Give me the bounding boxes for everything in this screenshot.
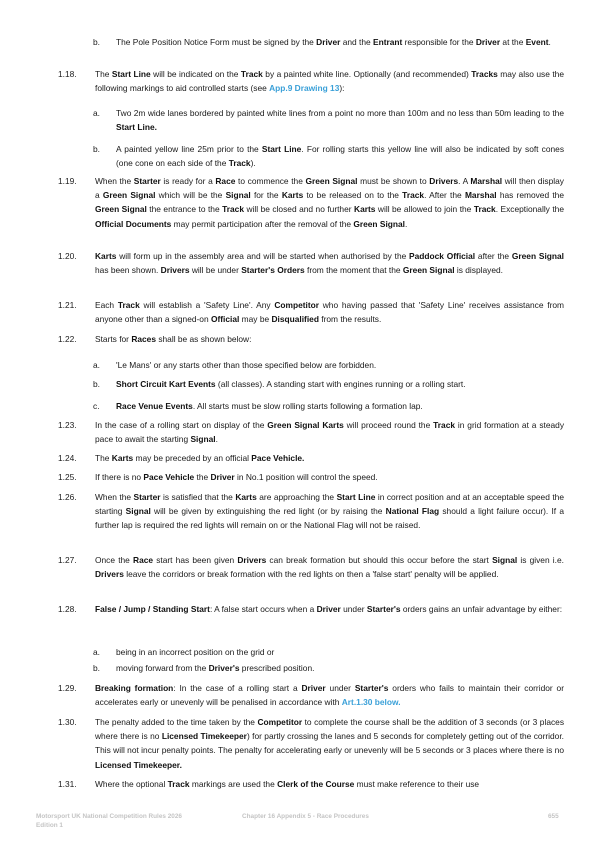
text-run: can break formation but should this occur before the start (266, 555, 493, 565)
sub-item-letter: b. (93, 144, 100, 154)
defined-term: Signal (190, 434, 216, 445)
text-run: markings are used the (189, 779, 278, 789)
defined-term: Races (131, 334, 156, 344)
rule-number: 1.30. (58, 717, 77, 727)
footer-chapter: Chapter 16 Appendix 5 - Race Procedures (242, 813, 369, 820)
defined-term: Signal (125, 506, 151, 517)
defined-term: Competitor (257, 717, 303, 727)
text-run: has been shown. (95, 265, 161, 276)
defined-term: Green Signal (305, 176, 358, 186)
text-run: Each (95, 300, 118, 310)
text-run: to complete the course shall be the addition of 3 seconds (or 3 places where there is no (95, 717, 565, 742)
text-run: The Pole Position Notice Form must be signed by the (116, 37, 317, 47)
rule-item (58, 490, 564, 533)
rule-item (58, 298, 564, 326)
rule-text (116, 661, 564, 675)
text-run: A painted yellow line 25m prior to the (116, 144, 262, 154)
defined-term: Clerk of the Course (277, 779, 355, 789)
text-run: and the (340, 37, 373, 47)
defined-term: Official Documents (95, 218, 172, 229)
defined-term: Driver (210, 472, 235, 482)
text-run: ) for partly crossing the lanes and 5 seconds for completely getting out of the corridor. This will not incur penalty points. The penalty for accelerating early or unevenly will be 5 seconds or 3 places where there is no (95, 731, 564, 756)
defined-term: Track (473, 204, 496, 215)
rule-number: 1.19. (58, 176, 77, 186)
rule-text (95, 470, 564, 484)
defined-term: Pace Vehicle (143, 472, 195, 482)
sub-item-letter: a. (93, 647, 100, 657)
defined-term: Track (228, 158, 251, 169)
text-run: will be closed and no further (244, 204, 355, 215)
rule-text (116, 645, 564, 659)
defined-term: Track (117, 300, 140, 310)
text-run: will proceed round the (343, 420, 434, 430)
rule-text (95, 602, 564, 616)
defined-term: Karts (95, 251, 117, 261)
text-run: may be (239, 314, 272, 325)
rule-text (95, 715, 564, 772)
rule-text (95, 418, 564, 446)
text-run: moving forward from the (116, 663, 209, 673)
footer-edition: Edition 1 (36, 822, 63, 829)
text-run: . (215, 434, 218, 445)
text-run: . After the (424, 190, 465, 201)
text-run: orders gains an unfair advantage by either: (400, 604, 563, 614)
text-run: the entrance to the (146, 204, 223, 215)
defined-term: Starter (133, 492, 161, 502)
text-run: must be shown to (357, 176, 430, 186)
defined-term: Start Line (336, 492, 376, 502)
defined-term: Track (222, 204, 244, 215)
text-run: start has been given (153, 555, 238, 565)
text-run: is displayed. (454, 265, 503, 276)
defined-term: Green Signal (95, 204, 147, 215)
text-run: The (95, 453, 112, 463)
defined-term: Start Line. (116, 122, 157, 133)
rule-number: 1.22. (58, 334, 77, 344)
rule-text (95, 249, 564, 277)
defined-term: Signal (492, 555, 518, 565)
text-run: The penalty added to the time taken by the (95, 717, 258, 727)
rule-number: 1.31. (58, 779, 77, 789)
sub-item (93, 399, 564, 413)
text-run: will be allowed to join the (375, 204, 474, 215)
cross-reference-link[interactable]: App.9 Drawing 13 (269, 83, 340, 94)
rule-text (95, 681, 564, 709)
text-run: . (548, 37, 551, 47)
rule-number: 1.29. (58, 683, 77, 693)
sub-item (93, 142, 564, 170)
defined-term: Pace Vehicle. (251, 453, 305, 463)
text-run: is satisfied that the (160, 492, 236, 502)
text-run: must make reference to their use (354, 779, 480, 789)
text-run: is given i.e. (517, 555, 564, 565)
text-run: will form up in the assembly area and will be started when authorised by the (116, 251, 410, 261)
rule-text (116, 358, 564, 372)
text-run: : A false start occurs when a (209, 604, 317, 614)
defined-term: Paddock Official (409, 251, 476, 261)
text-run: will then display a (95, 176, 564, 201)
cross-reference-link[interactable]: Art.1.30 below. (341, 697, 401, 708)
text-run: may permit participation after the removal of the (171, 218, 354, 229)
defined-term: Licensed Timekeeper (161, 731, 247, 742)
defined-term: Race (133, 555, 154, 565)
rule-number: 1.23. (58, 420, 77, 430)
defined-term: Driver (316, 37, 341, 47)
sub-item-letter: c. (93, 401, 100, 411)
defined-term: Starter's (366, 604, 401, 614)
text-run: 'Le Mans' or any starts other than those specified below are forbidden. (116, 360, 377, 370)
text-run: . (405, 218, 408, 229)
rule-item (58, 174, 564, 231)
rule-item (58, 470, 564, 484)
rule-item (58, 67, 564, 95)
defined-term: Track (240, 69, 263, 79)
rule-number: 1.25. (58, 472, 77, 482)
defined-term: Starter's Orders (241, 265, 305, 276)
text-run: orders who fails to maintain their corridor or accelerates early or unevenly will be penalised in accordance with (95, 683, 564, 708)
text-run: may also use the following markings to aid controlled starts (see (95, 69, 565, 94)
rule-item (58, 249, 564, 277)
defined-term: Track (402, 190, 425, 201)
rule-item (58, 451, 564, 465)
footer-publication: Motorsport UK National Competition Rules 2026 (36, 813, 182, 820)
text-run: will establish a 'Safety Line'. Any (139, 300, 275, 310)
text-run: in correct position and at an acceptable speed the starting (95, 492, 565, 517)
rule-number: 1.21. (58, 300, 77, 310)
text-run: who having passed that 'Safety Line' receives assistance from anyone other than a signed-on (95, 300, 564, 325)
text-run: to commence the (235, 176, 306, 186)
text-run: will be under (189, 265, 242, 276)
text-run: . Exceptionally the (495, 204, 564, 215)
rule-number: 1.18. (58, 69, 77, 79)
text-run: being in an incorrect position on the grid or (116, 647, 275, 657)
sub-item (93, 645, 564, 659)
text-run: for the (250, 190, 282, 201)
text-run: in No.1 position will control the speed. (234, 472, 378, 482)
defined-term: Driver (316, 604, 341, 614)
text-run: prescribed position. (239, 663, 315, 673)
defined-term: Licensed Timekeeper. (95, 759, 182, 770)
text-run: . For rolling starts this yellow line will also be indicated by soft cones (one cone on each side of the (116, 144, 565, 169)
defined-term: Event (525, 37, 549, 47)
rule-text (95, 490, 564, 533)
sub-item-letter: b. (93, 379, 100, 389)
text-run: Where the optional (95, 779, 168, 789)
defined-term: Karts (235, 492, 257, 502)
text-run: . All starts must be slow rolling starts following a formation lap. (192, 401, 423, 411)
defined-term: Signal (225, 190, 251, 201)
defined-term: Start Line (261, 144, 302, 154)
text-run: at the (500, 37, 526, 47)
defined-term: Short Circuit Kart Events (116, 379, 216, 389)
rule-item (58, 602, 564, 616)
defined-term: Marshal (464, 190, 497, 201)
rule-text (116, 106, 564, 134)
rule-item (58, 681, 564, 709)
defined-term: Start Line (111, 69, 151, 79)
defined-term: Green Signal (402, 265, 455, 276)
text-run: When the (95, 492, 134, 502)
text-run: under (340, 604, 367, 614)
text-run: Once the (95, 555, 134, 565)
rule-number: 1.26. (58, 492, 77, 502)
text-run: The (95, 69, 112, 79)
text-run: shall be as shown below: (156, 334, 252, 344)
sub-item-letter: b. (93, 37, 100, 47)
defined-term: Green Signal Karts (267, 420, 344, 430)
text-run: under (325, 683, 355, 693)
defined-term: False / Jump / Standing Start (95, 604, 210, 614)
rule-item (58, 777, 564, 791)
sub-item (93, 661, 564, 675)
rule-item (58, 418, 564, 446)
defined-term: Tracks (471, 69, 498, 79)
rule-number: 1.28. (58, 604, 77, 614)
text-run: is ready for a (160, 176, 216, 186)
defined-term: Driver's (208, 663, 240, 673)
defined-term: Competitor (274, 300, 320, 310)
rule-text (95, 174, 564, 231)
sub-item-letter: a. (93, 360, 100, 370)
sub-item (93, 35, 564, 49)
defined-term: Green Signal (353, 218, 406, 229)
defined-term: Track (167, 779, 190, 789)
rule-text (116, 377, 564, 391)
text-run: should a light failure occur). If a further lap is required the red lights will remain on or the National Flag will not be raised. (95, 506, 564, 531)
text-run: . A (458, 176, 471, 186)
defined-term: Green Signal (511, 251, 564, 261)
text-run: will be given by extinguishing the red light (or by raising the (150, 506, 386, 517)
rule-text (116, 399, 564, 413)
sub-item (93, 106, 564, 134)
sub-item-letter: a. (93, 108, 100, 118)
defined-term: Karts (111, 453, 134, 463)
text-run: which will be the (155, 190, 226, 201)
defined-term: Driver (301, 683, 326, 693)
sub-item (93, 358, 564, 372)
text-run: (all classes). A standing start with engines running or a rolling start. (215, 379, 466, 389)
defined-term: Drivers (95, 569, 124, 580)
text-run: responsible for the (402, 37, 476, 47)
text-run: may be preceded by an official (133, 453, 252, 463)
rule-number: 1.27. (58, 555, 77, 565)
text-run: In the case of a rolling start on display of the (95, 420, 268, 430)
defined-term: Driver (475, 37, 501, 47)
text-run: : In the case of a rolling start a (173, 683, 302, 693)
text-run: If there is no (95, 472, 144, 482)
rule-number: 1.20. (58, 251, 77, 261)
text-run: are approaching the (256, 492, 337, 502)
rule-item (58, 715, 564, 772)
defined-term: Karts (281, 190, 304, 201)
rule-text (95, 298, 564, 326)
defined-term: Disqualified (271, 314, 319, 325)
rule-text (116, 142, 564, 170)
text-run: has removed the (496, 190, 564, 201)
text-run: Two 2m wide lanes bordered by painted white lines from a point no more than 100m and no less than 50m leading to the (116, 108, 564, 118)
defined-term: Starter (133, 176, 161, 186)
text-run: When the (95, 176, 134, 186)
rule-number: 1.24. (58, 453, 77, 463)
rule-text (95, 553, 564, 581)
text-run: by a painted white line. Optionally (and recommended) (262, 69, 472, 79)
text-run: to be released on to the (303, 190, 403, 201)
text-run: in grid formation at a steady pace to await the starting (95, 420, 565, 445)
rule-text (116, 35, 564, 49)
defined-term: Karts (354, 204, 376, 215)
defined-term: Drivers (160, 265, 190, 276)
defined-term: Race Venue Events (116, 401, 193, 411)
rule-text (95, 451, 564, 465)
rule-text (95, 777, 564, 791)
defined-term: Starter's (354, 683, 389, 693)
text-run: leave the corridors or break formation with the red lights on then a 'false start' penalty will be applied. (123, 569, 499, 580)
text-run: from the results. (318, 314, 382, 325)
defined-term: Official (210, 314, 240, 325)
text-run: after the (475, 251, 512, 261)
rule-text (95, 332, 564, 346)
text-run: ): (339, 83, 345, 94)
text-run: from the moment that the (304, 265, 403, 276)
rule-item (58, 332, 564, 346)
defined-term: Entrant (373, 37, 403, 47)
defined-term: Breaking formation (95, 683, 174, 693)
defined-term: Drivers (429, 176, 459, 186)
rule-text (95, 67, 564, 95)
defined-term: Marshal (470, 176, 503, 186)
defined-term: Race (215, 176, 236, 186)
text-run: Starts for (95, 334, 132, 344)
sub-item (93, 377, 564, 391)
defined-term: Track (433, 420, 456, 430)
footer-page-number: 655 (548, 813, 559, 820)
sub-item-letter: b. (93, 663, 100, 673)
defined-term: National Flag (385, 506, 440, 517)
text-run: ). (250, 158, 256, 169)
defined-term: Drivers (237, 555, 267, 565)
rule-item (58, 553, 564, 581)
defined-term: Green Signal (102, 190, 156, 201)
text-run: will be indicated on the (150, 69, 241, 79)
text-run: the (194, 472, 211, 482)
